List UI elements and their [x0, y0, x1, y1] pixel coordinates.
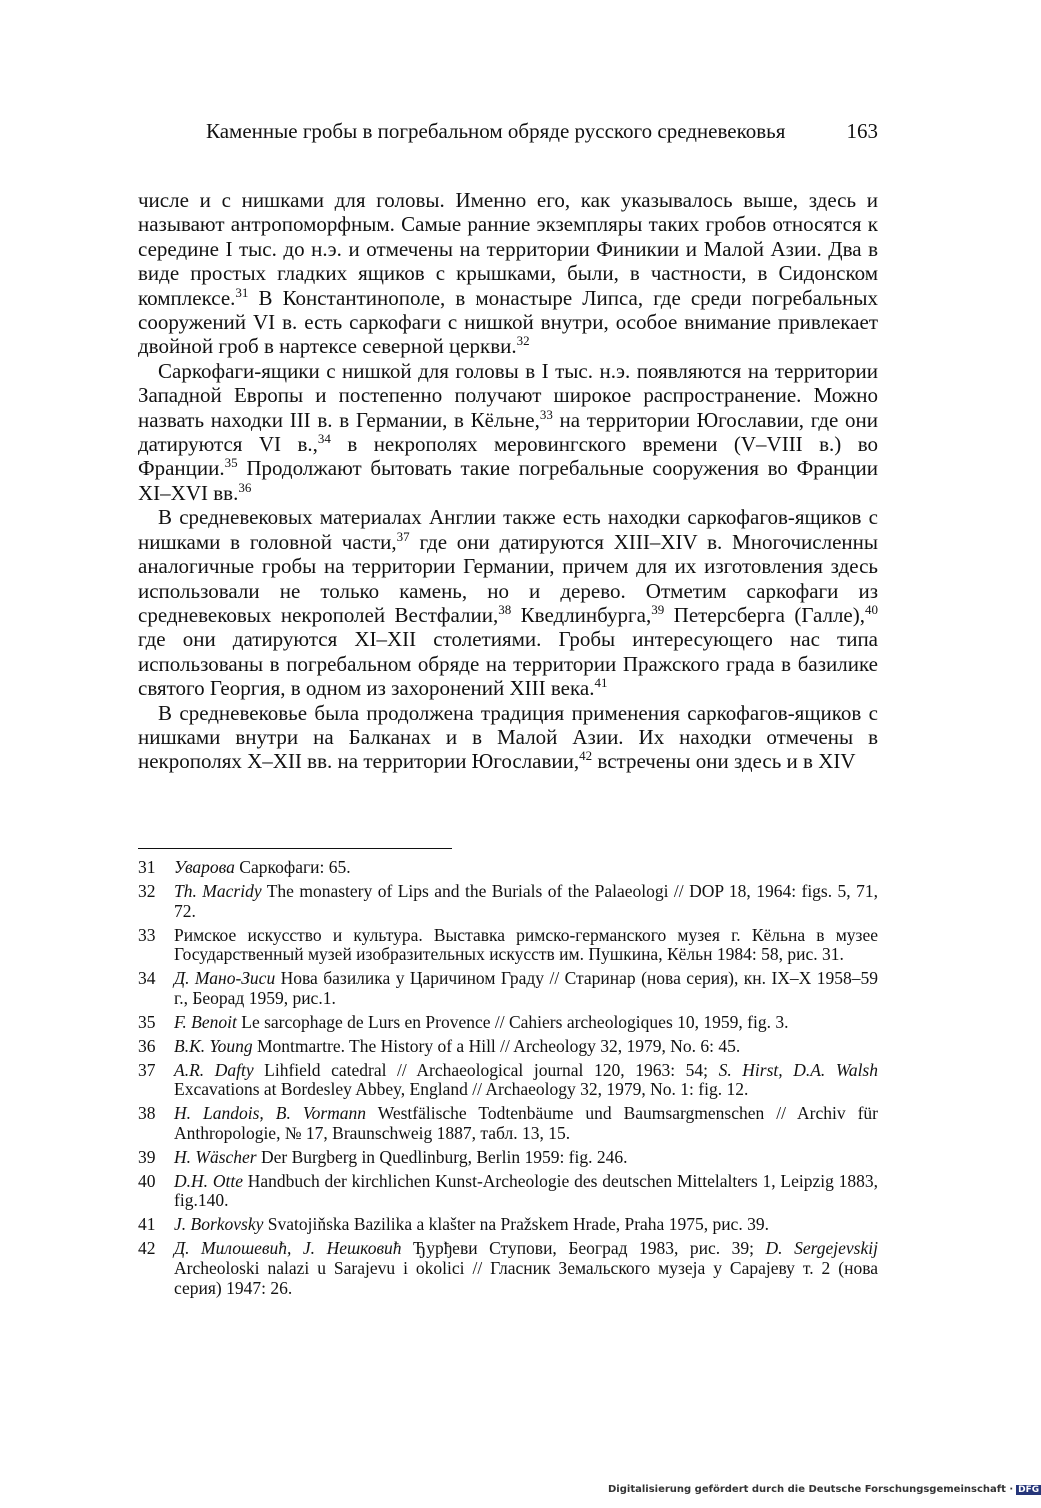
footnote-ref-33[interactable]: 33: [539, 406, 553, 422]
footnote-42: [138, 1239, 878, 1298]
footnote-text: The monastery of Lips and the Burials of the Palaeologi // DOP 18, 1964: figs. 5, 71, 72.: [174, 880, 878, 921]
watermark-text: Digitalisierung gefördert durch die Deutsche Forschungsgemeinschaft ·: [608, 1484, 1014, 1495]
footnote-divider: [138, 848, 452, 849]
paragraph-2: [138, 359, 878, 505]
text-run: Продолжают бытовать такие погребальные сооружения во Франции XI–XVI вв.: [138, 456, 878, 505]
text-run: В средневековых материалах Англии также есть находки саркофагов-ящиков с нишками в головной части,: [138, 505, 878, 554]
footnote-33: [138, 926, 878, 965]
footnote-number: 36: [138, 1035, 156, 1056]
footnote-number: 33: [138, 924, 156, 945]
footnote-author: B.K. Young: [174, 1035, 253, 1056]
footnote-ref-36[interactable]: 36: [238, 479, 252, 495]
footnote-41: [138, 1215, 878, 1235]
footnote-text: Excavations at Bordesley Abbey, England // Archaeology 32, 1979, No. 1: fig. 12.: [174, 1079, 749, 1100]
footnote-author: D. Sergejevskij: [765, 1238, 878, 1259]
paragraph-3: [138, 505, 878, 700]
footnote-34: [138, 969, 878, 1008]
footnote-text: Lihfield catedral // Archaeological journal 120, 1963: 54;: [253, 1059, 719, 1080]
text-run: В Константинополе, в монастыре Липса, где среди погребальных сооружений VI в. есть саркофаги с нишкой внутри, особое внимание привлекает двойной гроб в нартексе северной церкви.: [138, 285, 878, 359]
footnote-38: [138, 1104, 878, 1143]
footnote-text: Нова базилика у Царичином Граду // Старинар (нова серия), кн. IX–X 1958–59 г., Беорад 1959, рис.1.: [174, 968, 878, 1008]
footnote-ref-40[interactable]: 40: [865, 601, 878, 617]
footnote-text: Le sarcophage de Lurs en Provence // Cahiers archeologiques 10, 1959, fig. 3.: [236, 1011, 789, 1032]
text-run: на территории Югославии, где они датируются VI в.,: [138, 407, 878, 457]
text-run: числе и с нишками для головы. Именно его, как указывалось выше, здесь и называют антропоморфным. Самые ранние экземпляры таких гробов относятся к середине I тыс. до н.э. и отмечены на территории Финикии и Малой Азии. Два в виде простых гладких ящиков с крышками, были, в частности, в Сидонском комплексе.: [138, 188, 878, 310]
running-title: Каменные гробы в погребальном обряде русского средневековья: [206, 119, 786, 143]
footnote-number: 34: [138, 968, 156, 989]
footnote-ref-32[interactable]: 32: [516, 333, 530, 349]
footnote-author: J. Borkovsky: [174, 1214, 264, 1235]
footnote-37: [138, 1061, 878, 1100]
footnote-author: S. Hirst, D.A. Walsh: [718, 1059, 878, 1080]
text-run: Кведлинбурга,: [511, 602, 652, 627]
footnote-ref-35[interactable]: 35: [224, 455, 238, 471]
footnote-ref-31[interactable]: 31: [235, 284, 249, 300]
footnote-36: [138, 1037, 878, 1057]
footnote-author: H. Wäscher: [174, 1146, 257, 1167]
footnote-number: 42: [138, 1238, 156, 1259]
footnote-number: 39: [138, 1146, 156, 1167]
text-run: в некрополях меровингского времени (V–VIII в.) во Франции.: [138, 432, 878, 481]
footnote-text: Montmartre. The History of a Hill // Archeology 32, 1979, No. 6: 45.: [252, 1035, 741, 1056]
footnote-text: Archeoloski nalazi u Sarajevu i okolici // Гласник Земальского музеја у Сарајеву т. 2 (нова серия) 1947: 26.: [174, 1257, 878, 1298]
footnote-text: Svatojiňska Bazilika a klašter na Pražskem Hrade, Praha 1975, рис. 39.: [263, 1214, 769, 1235]
paragraph-1: [138, 188, 878, 359]
footnote-ref-42[interactable]: 42: [579, 748, 593, 764]
footnote-text: Handbuch der kirchlichen Kunst-Archeologie des deutschen Mittelalters 1, Leipzig 1883, fig.140.: [174, 1170, 879, 1211]
footnote-author: A.R. Dafty: [174, 1059, 254, 1080]
footnote-ref-39[interactable]: 39: [651, 601, 665, 617]
footnote-text: Ђурђеви Ступови, Београд 1983, рис. 39;: [401, 1238, 766, 1259]
text-run: Саркофаги-ящики с нишкой для головы в I тыс. н.э. появляются на территории Западной Европы и постепенно получают широкое распространение. Можно назвать находки III в. в Германии, в Кёльне,: [138, 358, 878, 432]
footnote-author: Th. Macridy: [174, 880, 262, 901]
footnote-author: F. Benoit: [174, 1011, 237, 1032]
footnote-author: H. Landois, B. Vormann: [174, 1103, 367, 1124]
footnote-39: [138, 1148, 878, 1168]
page-number: 163: [846, 119, 878, 143]
footnote-number: 32: [138, 880, 156, 901]
footnote-author: Д. Милошевић, J. Нешковић: [174, 1238, 402, 1259]
footnote-number: 40: [138, 1170, 156, 1191]
footnote-text: Саркофаги: 65.: [234, 857, 351, 877]
footnote-32: [138, 882, 878, 921]
footnote-ref-41[interactable]: 41: [594, 675, 608, 691]
dfg-logo: DFG: [1018, 1485, 1040, 1495]
text-run: В средневековье была продолжена традиция применения саркофагов-ящиков с нишками внутри на Балканах и в Малой Азии. Их находки отмечены в некрополях X–XII вв. на территории Югославии,: [138, 700, 878, 774]
footnote-number: 35: [138, 1011, 156, 1032]
footnote-ref-37[interactable]: 37: [396, 528, 410, 544]
footnote-40: [138, 1172, 878, 1211]
footnote-ref-38[interactable]: 38: [498, 601, 512, 617]
footnote-number: 31: [138, 857, 156, 877]
footnote-number: 38: [138, 1103, 156, 1124]
footnote-text: Westfälische Todtenbäume und Baumsargmenschen // Archiv für Anthropologie, № 17, Braunschweig 1887, табл. 13, 15.: [174, 1103, 878, 1143]
footnote-number: 41: [138, 1214, 156, 1235]
footnote-author: Уварова: [174, 857, 235, 877]
paragraph-4: [138, 701, 878, 774]
body-text: [138, 188, 878, 774]
footnote-author: D.H. Otte: [174, 1170, 243, 1191]
text-run: встречены они здесь и в XIV: [592, 749, 856, 774]
footnote-text: Римское искусство и культура. Выставка римско-германского музея г. Кёльна в музее Государственный музей изобразительных искусств им. Пушкина, Кёльн 1984: 58, рис. 31.: [174, 924, 878, 965]
footnote-number: 37: [138, 1059, 156, 1080]
dfg-watermark: [608, 1484, 1041, 1495]
footnote-text: Der Burgberg in Quedlinburg, Berlin 1959: fig. 246.: [256, 1146, 628, 1167]
footnotes: [138, 858, 878, 1303]
footnote-31: [138, 858, 878, 878]
text-run: где они датируются XIII–XIV в. Многочисленны аналогичные гробы на территории Германии, причем для их изготовления здесь использовали не только камень, но и дерево. Отметим саркофаги из средневековых некрополей Вестфалии,: [138, 529, 878, 627]
footnote-ref-34[interactable]: 34: [317, 431, 331, 447]
text-run: где они датируются XI–XII столетиями. Гробы интересующего нас типа использованы в погребальном обряде на территории Пражского града в базилике святого Георгия, в одном из захоронений XIII века.: [138, 627, 878, 701]
footnote-35: [138, 1013, 878, 1033]
footnote-author: Д. Мано-Зиси: [174, 968, 276, 989]
text-run: Петерсберга (Галле),: [664, 602, 865, 627]
